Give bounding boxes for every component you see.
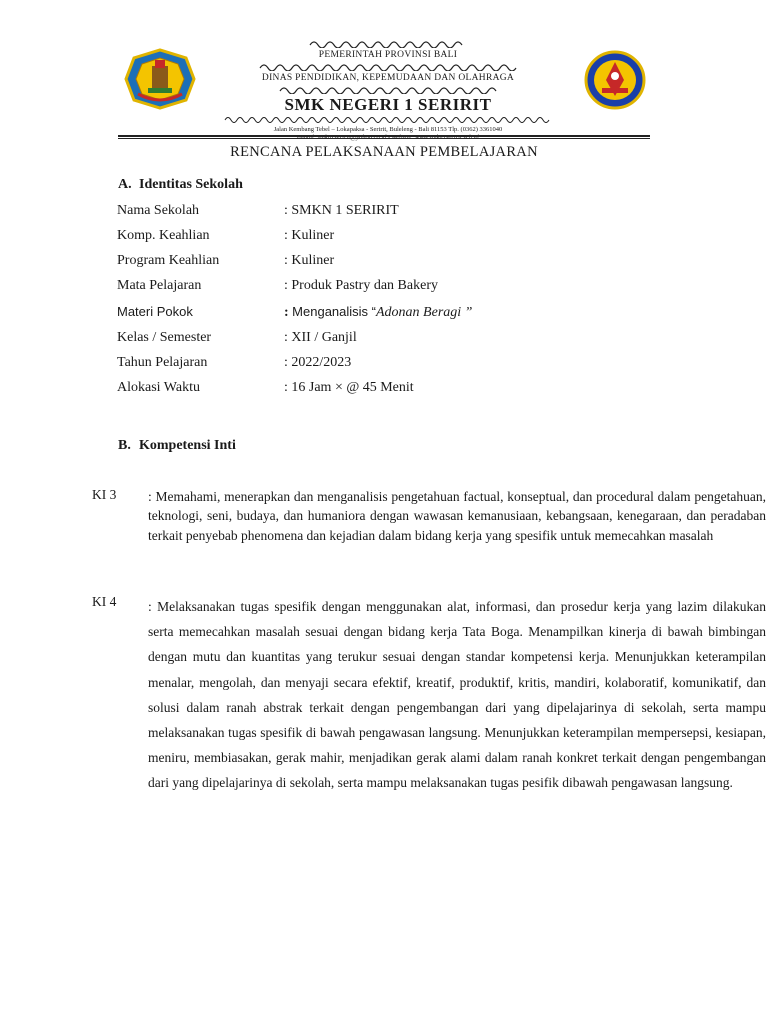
letterhead-text [218,38,558,142]
identity-value [284,304,472,321]
identity-label: Program Keahlian [117,253,220,268]
ki-text: : Melaksanakan tugas spesifik dengan menggunakan alat, informasi, dan prosedur kerja yang lazim dilakukan serta memecahkan masalah sesuai dengan bidang kerja Tata Boga. Menampilkan kinerja di bawah bimbingan dengan mutu dan kuantitas yang terukur sesuai dengan standar kompetensi kerja. Menunjukkan keterampilan menalar, mengolah, dan menyaji secara efektif, kreatif, produktif, kritis, mandiri, kolaboratif, komunikatif, dan solusi dalam ranah abstrak terkait dengan pengembangan dari yang dipelajarinya di sekolah, serta mampu melaksanakan tugas spesifik di bawah pengawasan langsung. Menunjukkan keterampilan mempersepsi, kesiapan, meniru, membiasakan, gerak mahir, menjadikan gerak alami dalam ranah konkret terkait dengan pengembangan dari yang dipelajarinya di sekolah, serta mampu melaksanakan tugas pesifik dibawah pengawasan langsung. [148,599,766,791]
letterhead-email-website: e-mail: smkn1seririt@yahoo.co.id - website: www.smkn1seririt.sch.id [297,134,479,141]
section-title: Kompetensi Inti [139,438,236,453]
letterhead-department: DINAS PENDIDIKAN, KEPEMUDAAN DAN OLAHRAGA [261,73,515,83]
identity-label: Materi Pokok [117,304,193,319]
balinese-script-line [218,63,558,71]
identity-value: : Produk Pastry dan Bakery [284,278,438,293]
identity-value-italic: Adonan Beragi ” [376,305,473,320]
letterhead-school-name: SMK NEGERI 1 SERIRIT [284,95,492,114]
ki-code: KI 3 [92,487,117,502]
identity-value: : XII / Ganjil [284,330,357,345]
document-title: RENCANA PELAKSANAAN PEMBELAJARAN [230,144,538,160]
identity-label: Komp. Keahlian [117,228,210,243]
identity-label: Kelas / Semester [117,330,212,345]
balinese-script-line [218,86,558,94]
identity-label: Mata Pelajaran [117,278,202,293]
section-b-heading [118,438,236,454]
identity-label: Nama Sekolah [117,203,200,218]
section-title: Identitas Sekolah [139,177,243,192]
section-number: B. [118,438,131,453]
identity-value: : SMKN 1 SERIRIT [284,203,399,218]
identity-value: : 2022/2023 [284,355,352,370]
letterhead [118,38,650,141]
identity-label: Alokasi Waktu [117,380,200,395]
identity-value-main: Menganalisis “ [292,304,376,319]
school-emblem-icon [584,50,646,110]
identity-value: : Kuliner [284,228,335,243]
letterhead-address: Jalan Kembang Tebel – Lokapaksa - Seririt, Buleleng - Bali 81153 Tlp. (0362) 3361040 [273,126,503,133]
balinese-script-line [218,40,558,48]
identity-label: Tahun Pelajaran [117,355,208,370]
identity-value: : 16 Jam × @ 45 Menit [284,380,414,395]
identity-value: : Kuliner [284,253,335,268]
balinese-script-line [218,116,558,124]
section-number: A. [118,177,132,192]
letterhead-province: PEMERINTAH PROVINSI BALI [318,50,458,60]
bali-province-emblem-icon [122,48,198,110]
ki-text: : Memahami, menerapkan dan menganalisis pengetahuan factual, konseptual, dan procedural dalam pengetahuan, teknologi, seni, budaya, dan humaniora dengan wawasan kemanusiaan, kebangsaan, kenegaraan, dan peradaban terkait penyebab phenomena dan kejadian dalam bidang kerja yang spesifik untuk memecahkan masalah [148,489,766,543]
section-a-heading [118,177,243,193]
identity-value-colon: : [284,305,293,320]
letterhead-rule [118,135,650,139]
ki-code: KI 4 [92,594,117,609]
